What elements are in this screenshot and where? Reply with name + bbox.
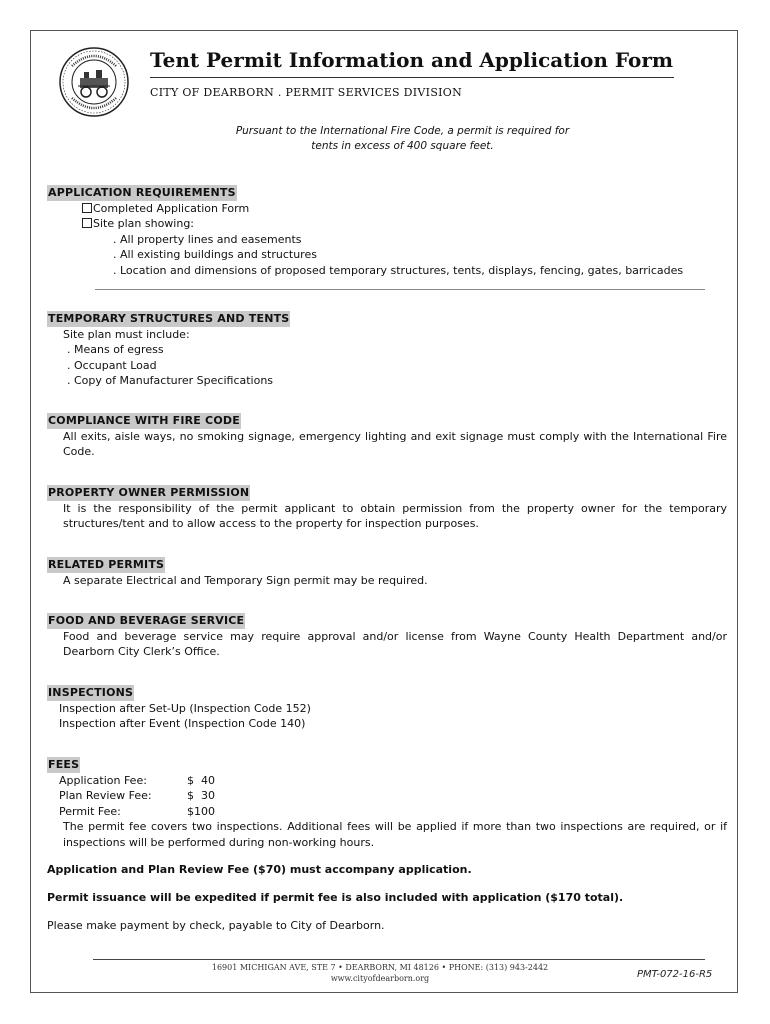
requirement-bullet: . All property lines and easements (113, 232, 302, 246)
compliance-heading: COMPLIANCE WITH FIRE CODE (48, 414, 240, 427)
temporary-structures-section (47, 311, 727, 389)
intro-text (150, 124, 655, 154)
structure-bullet: . Means of egress (67, 343, 164, 356)
related-permits-text: A separate Electrical and Temporary Sign permit may be required. (63, 573, 428, 587)
temporary-structures-intro: Site plan must include: (63, 327, 190, 341)
completed-form-checkbox[interactable] (82, 203, 92, 213)
fee-label: Application Fee: (59, 773, 147, 787)
payment-instructions: Please make payment by check, payable to City of Dearborn. (47, 919, 385, 932)
footer-website: www.cityofdearborn.org (330, 974, 430, 983)
fee-value: $ 40 (187, 773, 215, 787)
food-beverage-section (47, 613, 727, 660)
related-permits-section (47, 557, 727, 588)
expedite-notice: Permit issuance will be expedited if permit fee is also included with application ($170 total). (47, 891, 624, 904)
fee-row (47, 804, 727, 820)
intro-line-1: Pursuant to the International Fire Code, a permit is required for (235, 125, 570, 137)
inspection-item: Inspection after Event (Inspection Code 140) (59, 717, 306, 730)
fees-heading: FEES (48, 758, 80, 771)
site-plan-checkbox[interactable] (82, 218, 92, 228)
fee-row (47, 773, 727, 789)
requirement-bullet: . All existing buildings and structures (113, 248, 317, 261)
title-rule (150, 77, 674, 78)
fee-label: Permit Fee: (59, 804, 121, 818)
food-beverage-heading: FOOD AND BEVERAGE SERVICE (48, 614, 245, 627)
temporary-structures-heading: TEMPORARY STRUCTURES AND TENTS (48, 312, 290, 325)
inspections-section (47, 685, 727, 732)
compliance-text: All exits, aisle ways, no smoking signage, emergency lighting and exit signage must comply with the International Fire Code. (63, 429, 727, 458)
completed-form-item (47, 201, 727, 217)
food-beverage-text: Food and beverage service may require approval and/or license from Wayne County Health Department and/or Dearborn City Clerk’s Office. (63, 629, 727, 658)
property-owner-section (47, 485, 727, 532)
structure-bullet: . Copy of Manufacturer Specifications (67, 374, 274, 387)
application-requirements-heading: APPLICATION REQUIREMENTS (48, 186, 236, 199)
property-owner-text: It is the responsibility of the permit applicant to obtain permission from the property owner for the temporary structures/tent and to allow access to the property for inspection purposes. (63, 501, 727, 530)
division-subtitle: CITY OF DEARBORN . PERMIT SERVICES DIVISION (150, 86, 463, 99)
form-number: PMT-072-16-R5 (637, 969, 713, 980)
application-requirements-section (47, 185, 727, 278)
footer-address: 16901 MICHIGAN AVE, STE 7 • DEARBORN, MI 48126 • PHONE: (313) 943-2442 (211, 963, 549, 972)
city-seal-logo (58, 46, 130, 118)
footer-rule (93, 959, 705, 960)
requirement-bullet: . Location and dimensions of proposed temporary structures, tents, displays, fencing, gates, barricades (113, 263, 684, 277)
compliance-section (47, 413, 727, 460)
accompany-notice: Application and Plan Review Fee ($70) must accompany application. (47, 863, 472, 876)
page-title: Tent Permit Information and Application Form (150, 48, 674, 72)
inspection-item: Inspection after Set-Up (Inspection Code 152) (59, 701, 311, 715)
property-owner-heading: PROPERTY OWNER PERMISSION (48, 486, 250, 499)
footer (180, 962, 580, 984)
fees-section (47, 757, 727, 850)
fee-note: The permit fee covers two inspections. Additional fees will be applied if more than two inspections are required, or if inspections will be performed during non-working hours. (63, 820, 727, 849)
inspections-heading: INSPECTIONS (48, 686, 134, 699)
site-plan-label: Site plan showing: (93, 217, 195, 230)
related-permits-heading: RELATED PERMITS (48, 558, 165, 571)
section-divider (95, 289, 705, 290)
completed-form-label: Completed Application Form (93, 201, 250, 215)
fee-row (47, 788, 727, 804)
fee-label: Plan Review Fee: (59, 789, 152, 802)
fee-value: $100 (187, 804, 215, 818)
site-plan-item (47, 216, 727, 232)
intro-line-2: tents in excess of 400 square feet. (311, 140, 494, 152)
structure-bullet: . Occupant Load (67, 358, 157, 372)
fee-value: $ 30 (187, 789, 215, 802)
